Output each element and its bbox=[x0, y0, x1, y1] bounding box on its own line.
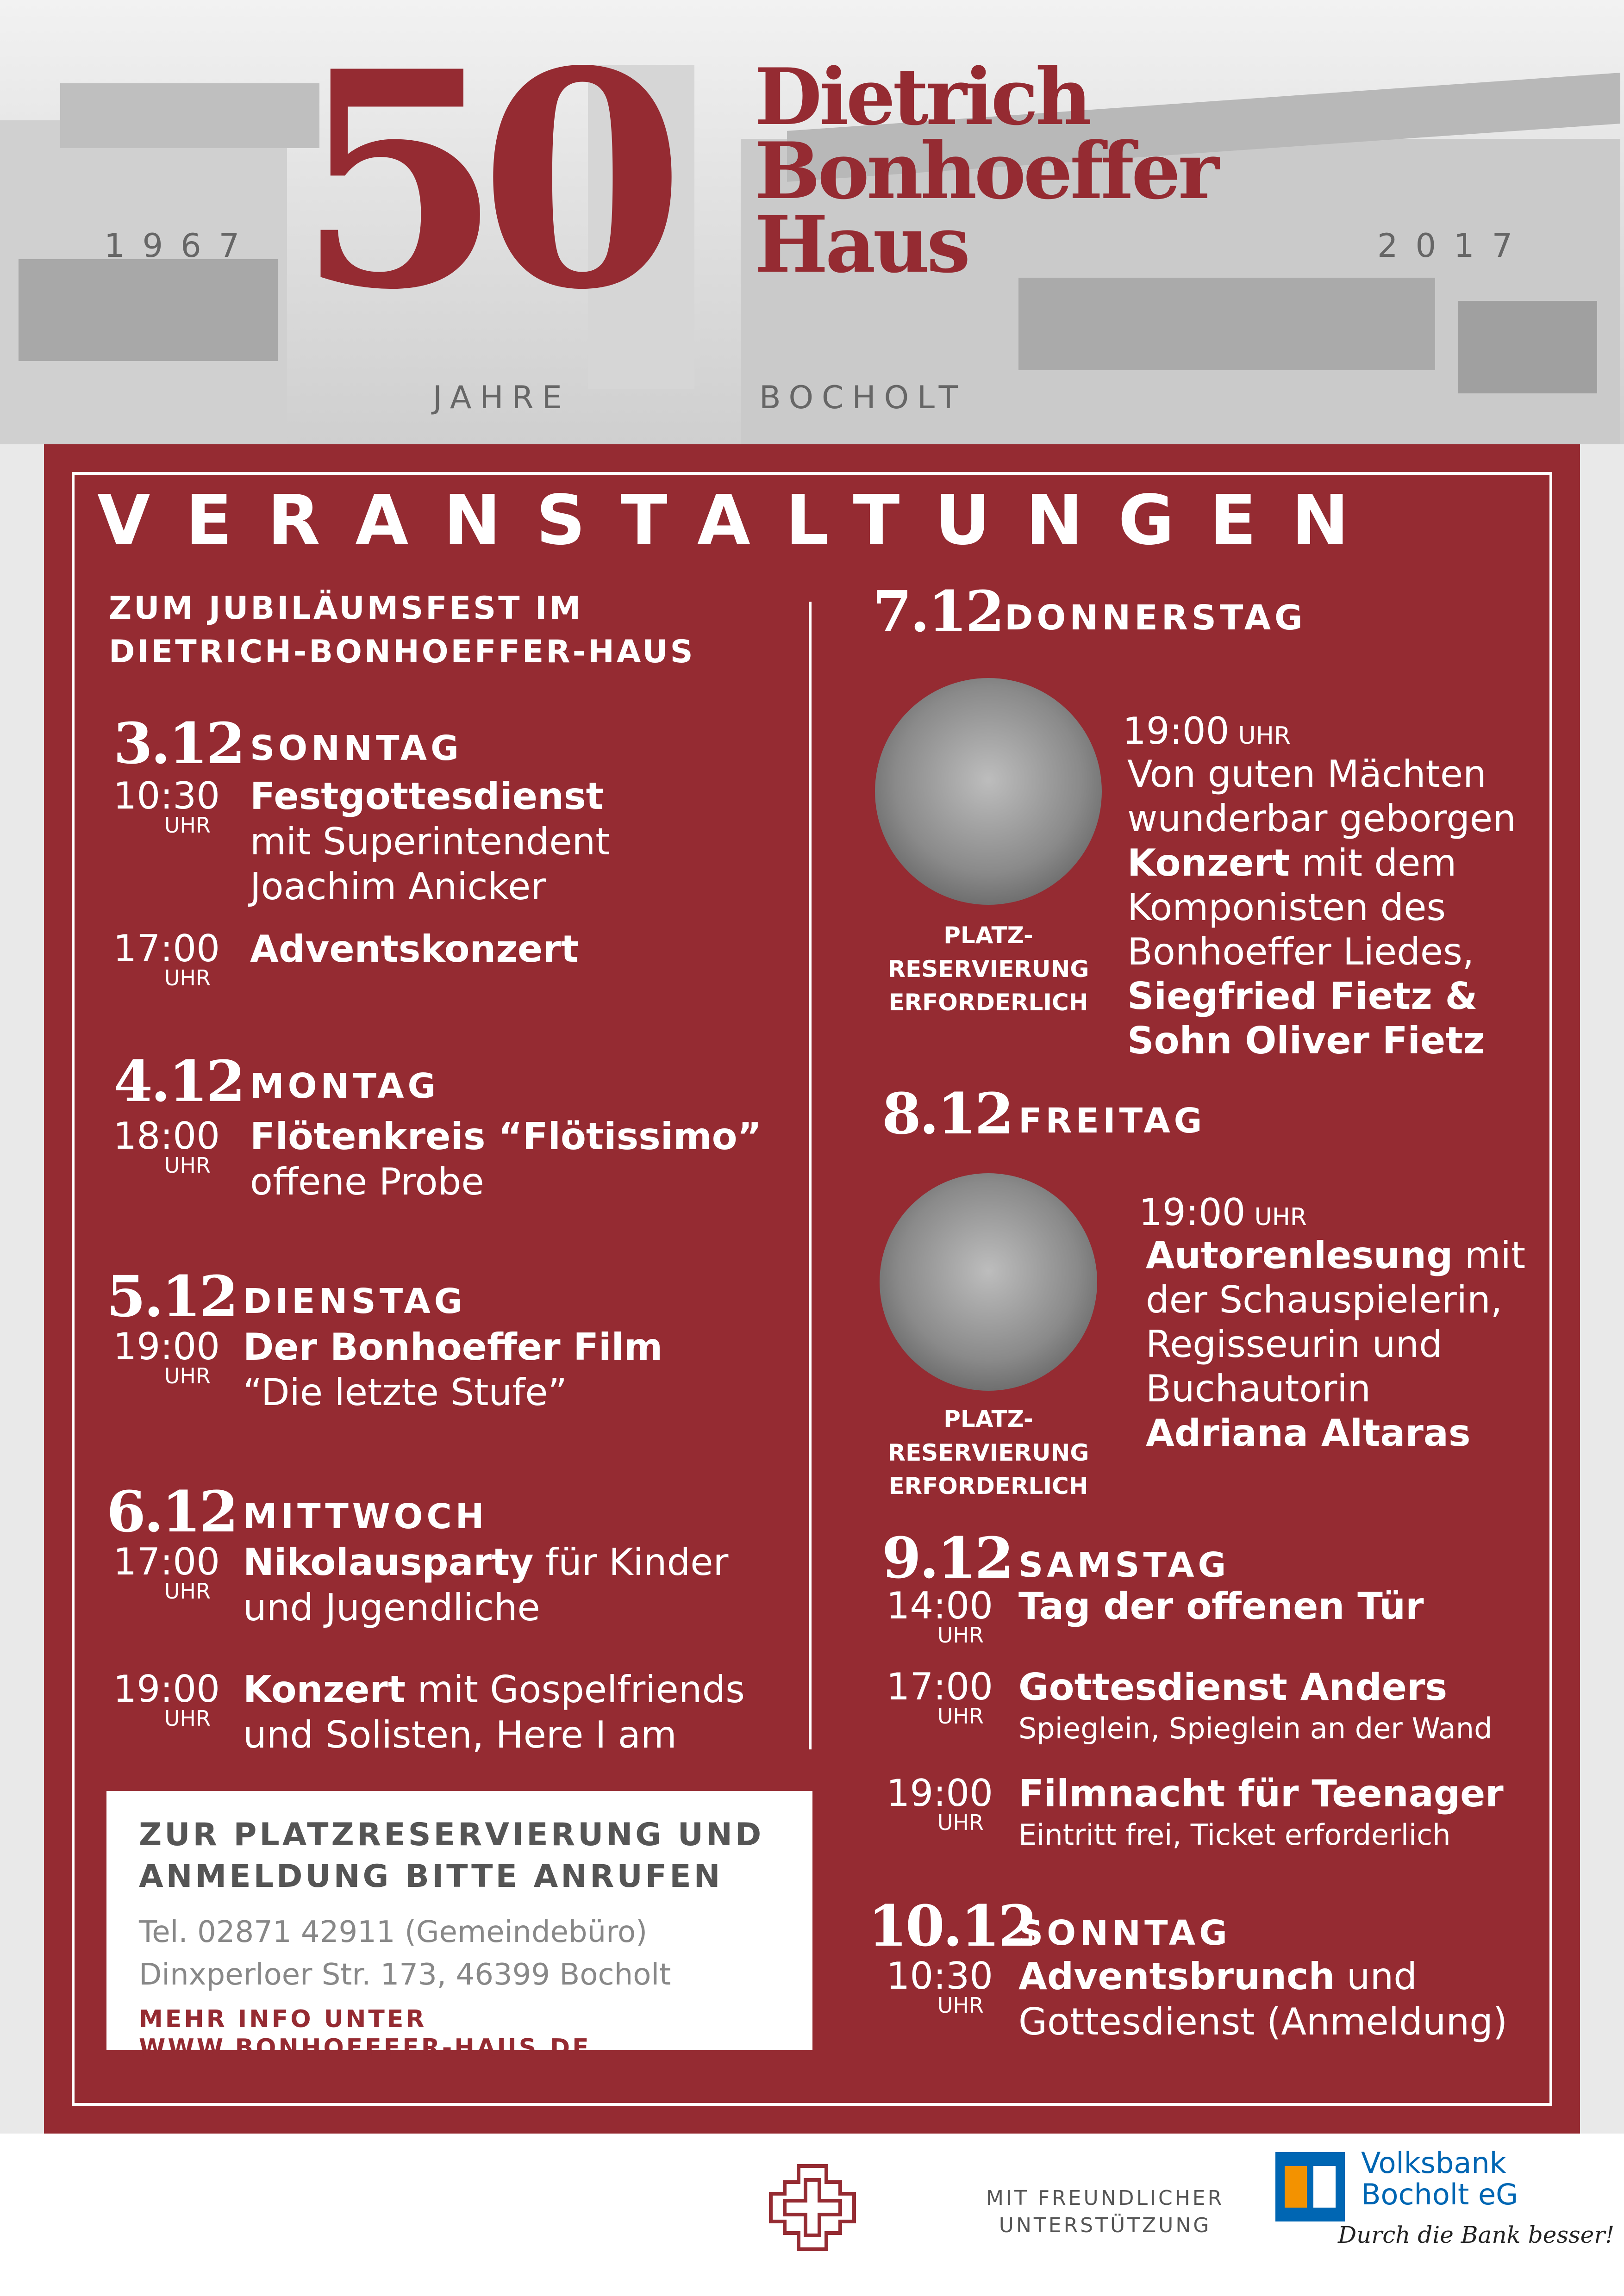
day-10-12: SONNTAG bbox=[1018, 1913, 1231, 1953]
portrait-adriana-altaras bbox=[880, 1173, 1097, 1391]
platz-line: PLATZ- bbox=[943, 922, 1033, 949]
uhr-label: UHR bbox=[1238, 722, 1291, 750]
time: 14:00 bbox=[886, 1584, 993, 1627]
uhr-label: UHR bbox=[937, 1623, 984, 1648]
intro-line-1: ZUM JUBILÄUMSFEST IM bbox=[109, 590, 583, 627]
event-line: und Jugendliche bbox=[243, 1586, 540, 1629]
platz-line: RESERVIERUNG bbox=[887, 955, 1089, 983]
event-line: Komponisten des bbox=[1127, 886, 1446, 929]
time: 10:30 bbox=[113, 774, 220, 817]
event-rest: mit Gospelfriends bbox=[406, 1668, 745, 1711]
support-label bbox=[986, 2184, 1224, 2240]
bank-slogan: Durch die Bank besser! bbox=[1338, 2221, 1615, 2248]
intro-heading bbox=[109, 587, 695, 674]
event-title: Festgottesdienst bbox=[250, 775, 604, 818]
time: 10:30 bbox=[886, 1954, 993, 1997]
title-line-1: Dietrich bbox=[755, 51, 1089, 143]
anniversary-number: 50 bbox=[296, 6, 662, 355]
event-line: “Die letzte Stufe” bbox=[243, 1370, 567, 1414]
event-floetenkreis bbox=[250, 1114, 762, 1204]
uhr-label: UHR bbox=[937, 1810, 984, 1835]
event-title: Autorenlesung bbox=[1146, 1234, 1453, 1277]
date-6-12: 6.12 bbox=[106, 1478, 237, 1545]
event-line: offene Probe bbox=[250, 1160, 484, 1203]
bank-name bbox=[1361, 2147, 1518, 2210]
time: 19:00 bbox=[886, 1772, 993, 1815]
jahre-label: JAHRE bbox=[433, 380, 570, 416]
date-9-12: 9.12 bbox=[882, 1524, 1012, 1591]
date-10-12: 10.12 bbox=[868, 1892, 1036, 1959]
date-3-12: 3.12 bbox=[113, 710, 244, 777]
day-9-12: SAMSTAG bbox=[1018, 1545, 1230, 1585]
house-title bbox=[755, 51, 1217, 291]
time: 19:00 bbox=[1139, 1191, 1246, 1234]
event-title: Tag der offenen Tür bbox=[1018, 1585, 1424, 1628]
intro-line-2: DIETRICH-BONHOEFFER-HAUS bbox=[109, 633, 695, 670]
reservation-address: Dinxperloer Str. 173, 46399 Bocholt bbox=[139, 1958, 671, 1992]
event-rest: und bbox=[1335, 1955, 1418, 1998]
event-performer: Adriana Altaras bbox=[1146, 1412, 1471, 1455]
time: 19:00 bbox=[113, 1668, 220, 1711]
reservation-required-note bbox=[877, 1402, 1099, 1503]
event-nikolausparty bbox=[243, 1540, 728, 1630]
date-5-12: 5.12 bbox=[106, 1263, 237, 1330]
uhr-label: UHR bbox=[164, 1706, 211, 1731]
uhr-label: UHR bbox=[164, 1579, 211, 1604]
bank-name-line: Volksbank bbox=[1361, 2146, 1506, 2180]
footer bbox=[0, 2134, 1624, 2296]
event-rest: mit bbox=[1453, 1234, 1526, 1277]
time: 18:00 bbox=[113, 1114, 220, 1157]
event-title: Konzert bbox=[243, 1668, 406, 1711]
platz-line: ERFORDERLICH bbox=[888, 989, 1088, 1016]
date-4-12: 4.12 bbox=[113, 1048, 244, 1114]
event-line: Joachim Anicker bbox=[250, 865, 546, 908]
event-title: Adventsbrunch bbox=[1018, 1955, 1335, 1998]
reservation-title-line: ANMELDUNG BITTE ANRUFEN bbox=[139, 1858, 723, 1895]
reservation-phone: Tel. 02871 42911 (Gemeindebüro) bbox=[139, 1915, 648, 1949]
website-info bbox=[139, 2005, 591, 2063]
website-link[interactable]: WWW.BONHOEFFER-HAUS.DE bbox=[139, 2034, 591, 2062]
volksbank-logo-icon bbox=[1275, 2152, 1345, 2221]
event-line: der Schauspielerin, bbox=[1146, 1278, 1503, 1321]
event-title: Nikolausparty bbox=[243, 1541, 534, 1584]
event-adventskonzert bbox=[250, 927, 579, 972]
day-4-12: MONTAG bbox=[250, 1066, 440, 1106]
bank-name-line: Bocholt eG bbox=[1361, 2178, 1518, 2212]
year-start: 1967 bbox=[104, 227, 257, 265]
day-5-12: DIENSTAG bbox=[243, 1282, 466, 1321]
event-gospel-konzert bbox=[243, 1667, 745, 1757]
day-6-12: MITTWOCH bbox=[243, 1497, 488, 1537]
event-title: Filmnacht für Teenager bbox=[1018, 1772, 1504, 1815]
event-subtitle: Spieglein, Spieglein an der Wand bbox=[1018, 1711, 1493, 1745]
event-title: Adventskonzert bbox=[250, 927, 579, 971]
event-line: Buchautorin bbox=[1146, 1367, 1371, 1410]
reservation-title bbox=[139, 1814, 764, 1898]
title-line-3: Haus bbox=[755, 199, 968, 291]
column-divider bbox=[809, 602, 812, 1749]
uhr-label: UHR bbox=[164, 965, 211, 990]
event-tag-der-offenen-tuer bbox=[1018, 1584, 1424, 1629]
uhr-label: UHR bbox=[164, 813, 211, 838]
church-cross-logo bbox=[766, 2161, 859, 2254]
time-7-12 bbox=[1123, 709, 1291, 753]
day-7-12: DONNERSTAG bbox=[1005, 598, 1306, 638]
website-info-line: MEHR INFO UNTER bbox=[139, 2005, 427, 2033]
city-label: BOCHOLT bbox=[759, 380, 967, 416]
support-line: MIT FREUNDLICHER bbox=[986, 2186, 1224, 2210]
event-bonhoeffer-film bbox=[243, 1325, 662, 1415]
event-festgottesdienst bbox=[250, 774, 610, 909]
uhr-label: UHR bbox=[937, 1704, 984, 1729]
platz-line: ERFORDERLICH bbox=[888, 1473, 1088, 1500]
event-rest: für Kinder bbox=[533, 1541, 729, 1584]
event-line: wunderbar geborgen bbox=[1127, 797, 1516, 840]
uhr-label: UHR bbox=[164, 1363, 211, 1388]
date-8-12: 8.12 bbox=[882, 1080, 1012, 1147]
page-heading: VERANSTALTUNGEN bbox=[97, 480, 1384, 560]
event-performer: Sohn Oliver Fietz bbox=[1127, 1019, 1485, 1062]
time: 17:00 bbox=[113, 1540, 220, 1583]
event-line: mit Superintendent bbox=[250, 820, 610, 863]
reservation-box bbox=[106, 1791, 812, 2062]
event-autorenlesung bbox=[1146, 1233, 1525, 1456]
platz-line: RESERVIERUNG bbox=[887, 1439, 1089, 1466]
time-8-12 bbox=[1139, 1191, 1307, 1234]
time: 17:00 bbox=[886, 1665, 993, 1708]
reservation-required-note bbox=[877, 919, 1099, 1020]
event-line: Gottesdienst (Anmeldung) bbox=[1018, 2000, 1508, 2043]
event-gottesdienst-anders bbox=[1018, 1665, 1447, 1710]
event-performer: Siegfried Fietz & bbox=[1127, 975, 1478, 1018]
time: 17:00 bbox=[113, 927, 220, 970]
support-line: UNTERSTÜTZUNG bbox=[999, 2214, 1212, 2238]
uhr-label: UHR bbox=[164, 1153, 211, 1178]
event-title: Gottesdienst Anders bbox=[1018, 1666, 1448, 1709]
event-rest: mit dem bbox=[1290, 841, 1457, 884]
event-line: Von guten Mächten bbox=[1127, 753, 1487, 796]
time: 19:00 bbox=[113, 1325, 220, 1368]
event-line: und Solisten, Here I am bbox=[243, 1713, 677, 1756]
uhr-label: UHR bbox=[1254, 1203, 1307, 1231]
uhr-label: UHR bbox=[937, 1993, 984, 2018]
event-subtitle: Eintritt frei, Ticket erforderlich bbox=[1018, 1818, 1451, 1852]
event-title: Konzert bbox=[1127, 841, 1290, 884]
title-line-2: Bonhoeffer bbox=[755, 124, 1217, 217]
year-end: 2017 bbox=[1377, 227, 1530, 265]
portrait-siegfried-fietz bbox=[875, 678, 1102, 905]
day-3-12: SONNTAG bbox=[250, 728, 462, 768]
event-line: Regisseurin und bbox=[1146, 1323, 1443, 1366]
event-fietz-konzert bbox=[1127, 752, 1516, 1063]
events-panel bbox=[44, 444, 1580, 2134]
event-title: Flötenkreis “Flötissimo” bbox=[250, 1115, 762, 1158]
day-8-12: FREITAG bbox=[1018, 1101, 1206, 1141]
event-adventsbrunch bbox=[1018, 1954, 1507, 2044]
platz-line: PLATZ- bbox=[943, 1406, 1033, 1432]
event-line: Bonhoeffer Liedes, bbox=[1127, 930, 1474, 973]
date-7-12: 7.12 bbox=[873, 578, 1003, 645]
event-title: Der Bonhoeffer Film bbox=[243, 1325, 663, 1369]
time: 19:00 bbox=[1123, 709, 1230, 753]
event-filmnacht bbox=[1018, 1771, 1504, 1817]
reservation-title-line: ZUR PLATZRESERVIERUNG UND bbox=[139, 1817, 764, 1853]
